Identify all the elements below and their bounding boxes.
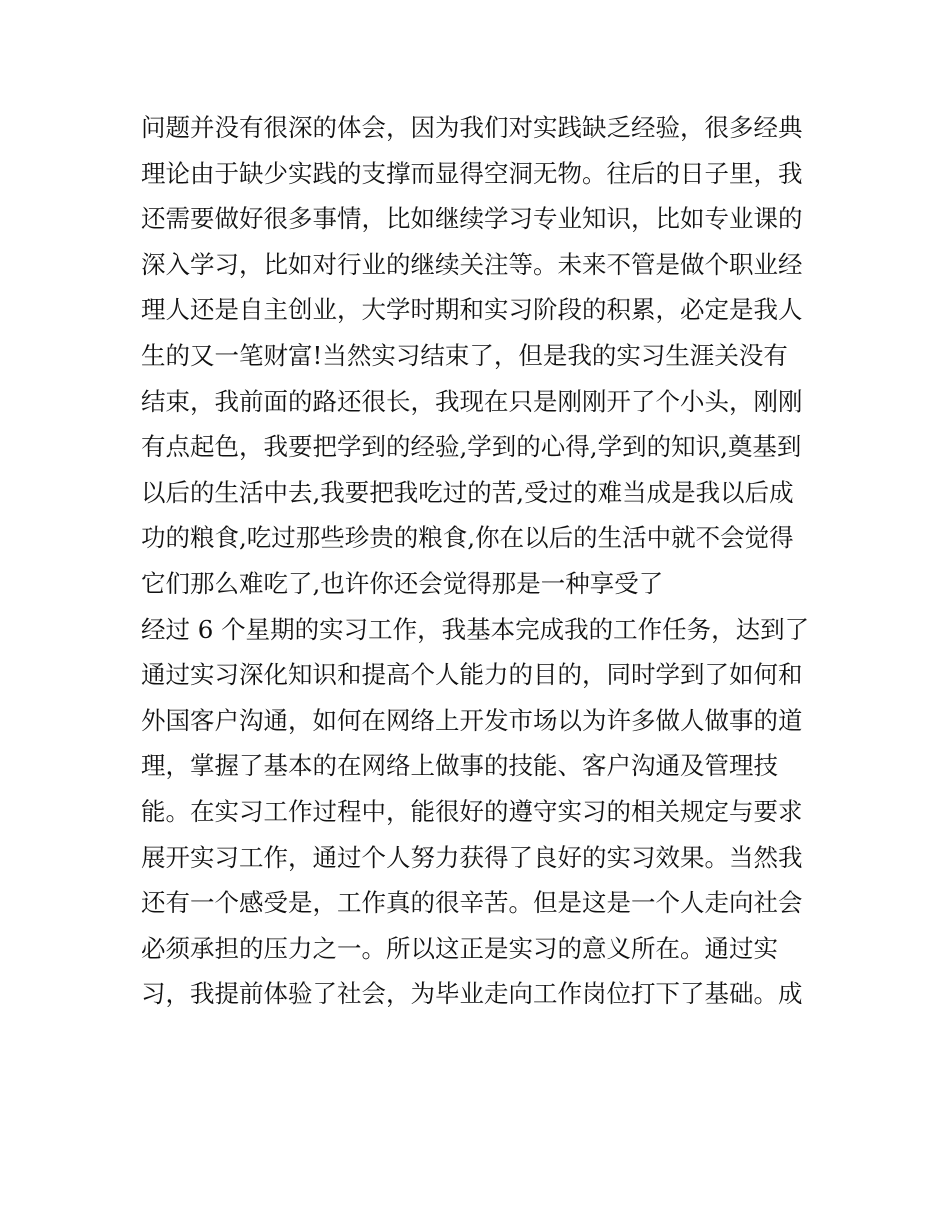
text-line-8: 有点起色，我要把学到的经验,学到的心得,学到的知识,奠基到 xyxy=(141,432,802,462)
body-text xyxy=(141,105,821,1017)
text-line-4: 深入学习，比如对行业的继续关注等。未来不管是做个职业经 xyxy=(141,249,803,279)
text-line-12: 经过 6 个星期的实习工作，我基本完成我的工作任务，达到了 xyxy=(141,614,810,644)
text-line-15: 理，掌握了基本的在网络上做事的技能、客户沟通及管理技 xyxy=(141,751,778,781)
text-line-11: 它们那么难吃了,也许你还会觉得那是一种享受了 xyxy=(141,568,664,598)
text-line-2: 理论由于缺少实践的支撑而显得空洞无物。往后的日子里，我 xyxy=(141,158,803,188)
text-line-3: 还需要做好很多事情，比如继续学习专业知识，比如专业课的 xyxy=(141,204,803,234)
text-line-13: 通过实习深化知识和提高个人能力的目的，同时学到了如何和 xyxy=(141,660,803,690)
text-line-6: 生的又一笔财富!当然实习结束了，但是我的实习生涯关没有 xyxy=(141,340,788,370)
text-line-14: 外国客户沟通，如何在网络上开发市场以为许多做人做事的道 xyxy=(141,705,803,735)
text-line-19: 必须承担的压力之一。所以这正是实习的意义所在。通过实 xyxy=(141,933,778,963)
text-line-7: 结束，我前面的路还很长，我现在只是刚刚开了个小头，刚刚 xyxy=(141,386,803,416)
text-line-9: 以后的生活中去,我要把我吃过的苦,受过的难当成是我以后成 xyxy=(141,477,794,507)
text-line-17: 展开实习工作，通过个人努力获得了良好的实习效果。当然我 xyxy=(141,842,803,872)
text-line-5: 理人还是自主创业，大学时期和实习阶段的积累，必定是我人 xyxy=(141,295,803,325)
text-line-1: 问题并没有很深的体会，因为我们对实践缺乏经验，很多经典 xyxy=(141,113,803,142)
text-line-20: 习，我提前体验了社会，为毕业走向工作岗位打下了基础。成 xyxy=(141,979,803,1009)
text-line-10: 功的粮食,吃过那些珍贵的粮食,你在以后的生活中就不会觉得 xyxy=(141,523,794,553)
text-line-18: 还有一个感受是，工作真的很辛苦。但是这是一个人走向社会 xyxy=(141,888,803,918)
text-line-16: 能。在实习工作过程中，能很好的遵守实习的相关规定与要求 xyxy=(141,796,803,826)
